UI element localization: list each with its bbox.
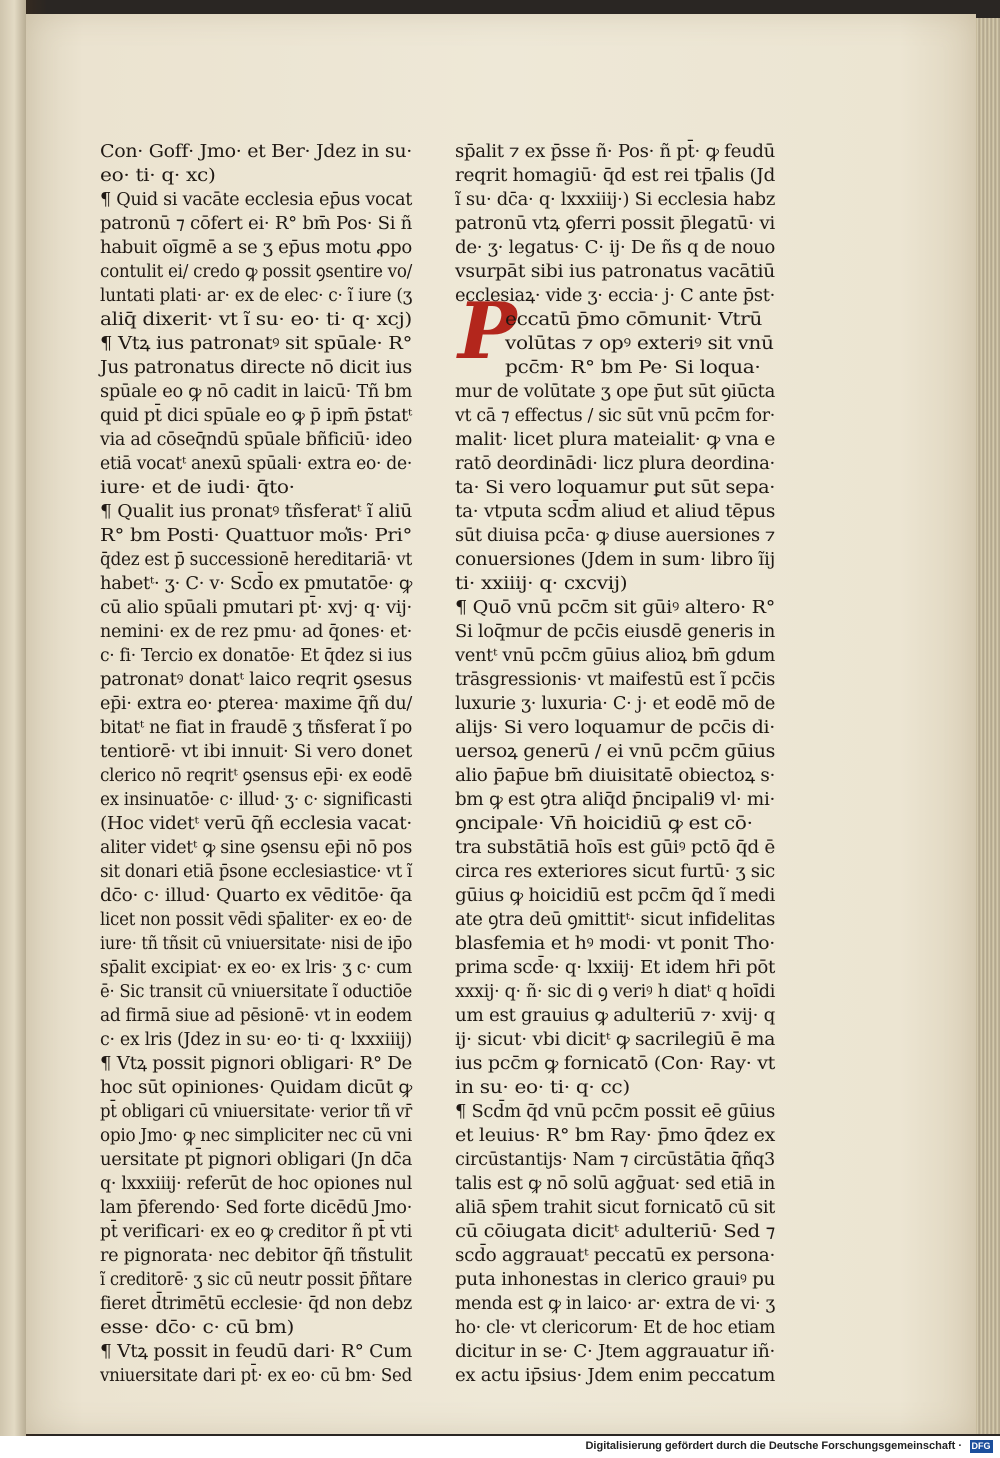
line-text: de· ʒ· legatus· C· ij· De ñs q de nouo bbox=[455, 238, 775, 258]
text-line bbox=[100, 740, 412, 764]
line-text: talis est ꝙ nō solū agḡuat· sed etiā in bbox=[455, 1174, 775, 1194]
text-line bbox=[100, 1172, 412, 1196]
text-line bbox=[455, 284, 775, 308]
text-line bbox=[100, 644, 412, 668]
text-line bbox=[455, 1148, 775, 1172]
text-line bbox=[455, 764, 775, 788]
text-line bbox=[100, 548, 412, 572]
line-text: ē· Sic transit cū vniuersitate ĩ oductiōe bbox=[100, 982, 412, 1002]
text-line bbox=[455, 812, 775, 836]
line-text: ti· xxiiij· q· cxcvij) bbox=[455, 574, 628, 594]
line-text: lam p̄ferendo· Sed forte dicēdū Jmo· bbox=[100, 1198, 412, 1218]
line-text: vniuersitate dari pt̄· ex eo· cū bm· Sed bbox=[100, 1366, 412, 1386]
line-text: gūius ꝙ hoicidiū est pcc̄m q̄d ĩ medi bbox=[455, 886, 775, 906]
line-text: fieret d̄trimētū ecclesie· q̄d non debz bbox=[100, 1294, 412, 1314]
text-line bbox=[100, 1076, 412, 1100]
line-text: c· ex lris (Jdez in su· eo· ti· q· lxxxiiij) bbox=[100, 1030, 412, 1050]
text-line bbox=[455, 1100, 775, 1124]
line-text: patronū ⁊ cōfert ei· R° bm̄ Pos· Si ñ bbox=[100, 214, 412, 234]
line-text: dicitur in se· C· Jtem aggrauatur iñ· bbox=[455, 1342, 775, 1362]
line-text: eccatū p̄mo cōmunit· Vtrū bbox=[505, 310, 763, 330]
text-line bbox=[455, 1172, 775, 1196]
text-line bbox=[100, 572, 412, 596]
line-text: et leuius· R° bm Ray· p̄mo q̄dez ex bbox=[455, 1126, 775, 1146]
line-text: conuersiones (Jdem in sum· libro ĩij bbox=[455, 550, 775, 570]
line-text: ep̄i· extra eo· ꝑterea· maxime q̄ñ du/ bbox=[100, 694, 412, 714]
text-line bbox=[455, 332, 775, 356]
text-line bbox=[455, 140, 775, 164]
line-text: ¶ Scd̄m q̄d vnū pcc̄m possit eē gūius bbox=[455, 1102, 775, 1122]
line-text: tentiorē· vt ibi innuit· Si vero donet bbox=[100, 742, 412, 762]
text-line bbox=[100, 620, 412, 644]
text-line bbox=[455, 836, 775, 860]
text-line bbox=[455, 500, 775, 524]
text-line bbox=[100, 716, 412, 740]
text-line bbox=[455, 1316, 775, 1340]
text-line bbox=[100, 452, 412, 476]
text-line bbox=[100, 1196, 412, 1220]
line-text: licet non possit vēdi sp̄aliter· ex eo· de bbox=[100, 910, 412, 930]
text-line bbox=[455, 1052, 775, 1076]
text-line bbox=[100, 1364, 412, 1388]
rubricated-initial: P bbox=[458, 286, 517, 377]
line-text: mur de volūtate ʒ ope p̄ut sūt ꝯiūcta bbox=[455, 382, 775, 402]
text-line bbox=[455, 692, 775, 716]
line-text: scd̄o aggrauatᵗ peccatū ex persona· bbox=[455, 1246, 775, 1266]
line-text: etiā vocatᵗ anexū spūali· extra eo· de· bbox=[100, 454, 412, 474]
line-text: vt cā ⁊ effectus / sic sūt vnū pcc̄m for· bbox=[455, 406, 775, 426]
text-line bbox=[455, 788, 775, 812]
text-line bbox=[100, 1244, 412, 1268]
line-text: nemini· ex de rez pmu· ad q̄ones· et· bbox=[100, 622, 413, 642]
text-line bbox=[100, 764, 412, 788]
text-line bbox=[455, 1364, 775, 1388]
line-text: ate ꝯtra deū ꝯmittitᵗ· sicut infidelitas bbox=[455, 910, 775, 930]
line-text: cū cōiugata dicitᵗ adulteriū· Sed ⁊ bbox=[455, 1222, 775, 1242]
text-line bbox=[455, 380, 775, 404]
text-line bbox=[100, 836, 412, 860]
text-line bbox=[100, 1100, 412, 1124]
line-text: xxxij· q· ñ· sic di ꝯ veriꝰ h diatᵗ q hoīdi bbox=[455, 982, 775, 1002]
line-text: sp̄alit excipiat· ex eo· ex lris· ʒ c· cum bbox=[100, 958, 412, 978]
line-text: ꝯncipale· Vn̄ hoicidiū ꝙ est cō· bbox=[455, 814, 753, 834]
text-line bbox=[100, 932, 412, 956]
line-text: ho· cle· vt clericorum· Et de hoc etiam bbox=[455, 1318, 775, 1338]
line-text: uersoꝝ generū / ei vnū pcc̄m gūius bbox=[455, 742, 775, 762]
text-line bbox=[100, 524, 412, 548]
text-line bbox=[455, 188, 775, 212]
line-text: luxurie ʒ· luxuria· C· j· et eodē mō de bbox=[455, 694, 775, 714]
dfg-logo-text: DFG bbox=[971, 1440, 991, 1451]
line-text: Con· Goff· Jmo· et Ber· Jdez in su· bbox=[100, 142, 412, 162]
text-line bbox=[100, 860, 412, 884]
text-line bbox=[100, 908, 412, 932]
line-text: iure· et de iudi· q̄to· bbox=[100, 478, 295, 498]
line-text: circūstantijs· Nam ⁊ circūstātia q̄ñq3 bbox=[455, 1150, 775, 1170]
text-line bbox=[100, 236, 412, 260]
text-line bbox=[455, 1196, 775, 1220]
line-text: vsurpāt sibi ius patronatus vacātiū bbox=[455, 262, 775, 282]
line-text: cū alio spūali pmutari pt̄· xvj· q· vij· bbox=[100, 598, 412, 618]
line-text: sp̄alit ⁊ ex p̄sse ñ· Pos· ñ pt̄· ꝙ feudū bbox=[455, 142, 775, 162]
line-text: iure· tñ tñsit cū vniuersitate· nisi de ip̄o bbox=[100, 934, 412, 954]
text-line bbox=[455, 716, 775, 740]
line-text: ĩ creditorē· ʒ sic cū neutr possit p̄ñtare bbox=[100, 1270, 412, 1290]
line-text: circa res exteriores sicut furtū· ʒ sic bbox=[455, 862, 775, 882]
text-line bbox=[455, 1028, 775, 1052]
text-line bbox=[455, 1244, 775, 1268]
text-line bbox=[455, 524, 775, 548]
text-line bbox=[455, 260, 775, 284]
text-line bbox=[455, 956, 775, 980]
line-text: quid pt̄ dici spūale eo ꝙ p̄ ipm̄ p̄statᵗ bbox=[100, 406, 412, 426]
text-line bbox=[100, 884, 412, 908]
text-line bbox=[100, 788, 412, 812]
text-line bbox=[100, 212, 412, 236]
text-line bbox=[455, 668, 775, 692]
text-line bbox=[100, 428, 412, 452]
text-line bbox=[455, 644, 775, 668]
text-line bbox=[455, 620, 775, 644]
line-text: sūt diuisa pcc̄a· ꝙ diuse auersiones ⁊ bbox=[455, 526, 775, 546]
text-line bbox=[100, 692, 412, 716]
line-text: q· lxxxiiij· referūt de hoc opiones nul bbox=[100, 1174, 412, 1194]
text-line bbox=[455, 212, 775, 236]
text-line bbox=[100, 1148, 412, 1172]
line-text: ¶ Vtꝝ possit pignori obligari· R° De bbox=[100, 1054, 412, 1074]
line-text: bitatᵗ ne fiat in fraudē ʒ tñsferat ĩ po bbox=[100, 718, 412, 738]
line-text: ¶ Quō vnū pcc̄m sit gūiꝰ altero· R° bbox=[455, 598, 775, 618]
line-text: malit· licet plura mateialit· ꝙ vna e bbox=[455, 430, 775, 450]
line-text: c· fi· Tercio ex donatōe· Et q̄dez si ius bbox=[100, 646, 412, 666]
digitization-credit: Digitalisierung gefördert durch die Deutsche Forschungsgemeinschaft · bbox=[585, 1440, 962, 1452]
line-text: alio p̄ap̄ue bm̄ diuisitatē obiectoꝝ s· bbox=[455, 766, 775, 786]
line-text: q̄dez est p̄ successionē hereditariā· vt bbox=[100, 550, 412, 570]
line-text: volūtas ⁊ opꝰ exteriꝰ sit vnū bbox=[505, 334, 774, 354]
line-text: blasfemia et hꝰ modi· vt ponit Tho· bbox=[455, 934, 775, 954]
text-line bbox=[100, 380, 412, 404]
text-line bbox=[455, 476, 775, 500]
line-text: pt̄ verificari· ex eo ꝙ creditor ñ pt̄ vti bbox=[100, 1222, 412, 1242]
line-text: patronatꝰ donatᵗ laico reqrit ꝯsesus bbox=[100, 670, 412, 690]
text-line bbox=[455, 860, 775, 884]
text-line bbox=[100, 164, 412, 188]
line-text: sit donari etiā p̄sone ecclesiastice· vt ĩ bbox=[100, 862, 412, 882]
line-text: ta· vtputa scd̄m aliud et aliud tēpus bbox=[455, 502, 775, 522]
text-line bbox=[100, 284, 412, 308]
text-line bbox=[100, 1340, 412, 1364]
line-text: clerico nō reqritᵗ ꝯsensus ep̄i· ex eodē bbox=[100, 766, 412, 786]
line-text: luntati plati· ar· ex de elec· c· ĩ iure (ʒ bbox=[100, 286, 412, 306]
line-text: ecclesiaꝝ· vide ʒ· eccia· j· C ante p̄st· bbox=[455, 286, 775, 306]
line-text: Si loq̄mur de pcc̄is eiusdē generis in bbox=[455, 622, 775, 642]
line-text: habuit oīgmē a se ʒ ep̄us motu ꝓpo bbox=[100, 238, 412, 258]
line-text: pt̄ obligari cū vniuersitate· verior tñ vr̄ bbox=[100, 1102, 412, 1122]
text-line bbox=[455, 164, 775, 188]
text-line bbox=[100, 812, 412, 836]
text-line bbox=[455, 356, 775, 380]
line-text: (Hoc videtᵗ verū q̄ñ ecclesia vacat· bbox=[100, 814, 413, 834]
text-line bbox=[455, 1292, 775, 1316]
line-text: ventᵗ vnū pcc̄m gūius alioꝝ bm̄ gdum bbox=[455, 646, 775, 666]
text-line bbox=[455, 884, 775, 908]
text-line bbox=[100, 668, 412, 692]
line-text: ex actu ip̄sius· Jdem enim peccatum bbox=[455, 1366, 775, 1386]
line-text: esse· dc̄o· c· cū bm) bbox=[100, 1318, 294, 1338]
line-text: hoc sūt opiniones· Quidam dicūt ꝙ bbox=[100, 1078, 412, 1098]
text-line bbox=[455, 548, 775, 572]
text-line bbox=[455, 1004, 775, 1028]
text-line bbox=[455, 1268, 775, 1292]
line-text: pcc̄m· R° bm Pe· Si loqua· bbox=[505, 358, 761, 378]
line-text: trāsgressionis· vt maifestū est ĩ pcc̄is bbox=[455, 670, 775, 690]
line-text: habetᵗ· ʒ· C· v· Scd̄o ex pmutatōe· ꝙ bbox=[100, 574, 412, 594]
text-line bbox=[100, 476, 412, 500]
text-column-left bbox=[100, 140, 412, 1388]
line-text: R° bm Posti· Quattuor mo͛is· Pri° bbox=[100, 526, 412, 546]
line-text: um est grauius ꝙ adulteriū ⁊· xvij· q bbox=[455, 1006, 775, 1026]
line-text: ¶ Vtꝝ ius patronatꝰ sit spūale· R° bbox=[100, 334, 412, 354]
line-text: ¶ Vtꝝ possit in feudū dari· R° Cum bbox=[100, 1342, 412, 1362]
line-text: uersitate pt̄ pignori obligari (Jn dc̄a bbox=[100, 1150, 412, 1170]
line-text: tra substātiā hoīs est gūiꝰ pctō q̄d ē bbox=[455, 838, 775, 858]
text-line bbox=[455, 428, 775, 452]
dfg-logo bbox=[968, 1439, 994, 1453]
text-column-right bbox=[455, 140, 775, 1388]
line-text: ij· sicut· vbi dicitᵗ ꝙ sacrilegiū ē ma bbox=[455, 1030, 775, 1050]
text-line bbox=[100, 140, 412, 164]
line-text: puta inhonestas in clerico grauiꝰ pu bbox=[455, 1270, 775, 1290]
text-line bbox=[455, 1124, 775, 1148]
text-line bbox=[100, 1268, 412, 1292]
text-line bbox=[100, 308, 412, 332]
line-text: re pignorata· nec debitor q̄ñ tñstulit bbox=[100, 1246, 412, 1266]
line-text: ius pcc̄m ꝙ fornicatō (Con· Ray· vt bbox=[455, 1054, 775, 1074]
text-line bbox=[100, 356, 412, 380]
line-text: Jus patronatus directe nō dicit ius bbox=[100, 358, 412, 378]
text-line bbox=[455, 236, 775, 260]
line-text: bm ꝙ est ꝯtra aliq̄d p̄ncipali9 vl· mi· bbox=[455, 790, 775, 810]
text-line bbox=[455, 908, 775, 932]
line-text: reqrit homagiū· q̄d est rei tp̄alis (Jd bbox=[455, 166, 775, 186]
line-text: in su· eo· ti· q· cc) bbox=[455, 1078, 630, 1098]
text-line bbox=[100, 980, 412, 1004]
text-line bbox=[455, 932, 775, 956]
text-line bbox=[455, 596, 775, 620]
text-line bbox=[455, 308, 775, 332]
text-line bbox=[100, 1292, 412, 1316]
text-line bbox=[455, 572, 775, 596]
line-text: aliter videtᵗ ꝙ sine ꝯsensu ep̄i nō pos bbox=[100, 838, 412, 858]
line-text: ta· Si vero loquamur ꝑut sūt sepa· bbox=[455, 478, 775, 498]
text-line bbox=[455, 1076, 775, 1100]
page-block-edges bbox=[976, 18, 1000, 1434]
text-line bbox=[100, 1316, 412, 1340]
line-text: via ad cōseq̄ndū spūale bñficiū· ideo bbox=[100, 430, 412, 450]
line-text: aliq̄ dixerit· vt ĩ su· eo· ti· q· xcj) bbox=[100, 310, 412, 330]
line-text: patronū vtꝝ ꝯferri possit p̄legatū· vi bbox=[455, 214, 775, 234]
text-line bbox=[455, 452, 775, 476]
line-text: spūale eo ꝙ nō cadit in laicū· Tñ bm bbox=[100, 382, 412, 402]
facing-page-edge bbox=[0, 0, 26, 1440]
line-text: alijs· Si vero loquamur de pcc̄is di· bbox=[455, 718, 775, 738]
text-line bbox=[100, 1220, 412, 1244]
text-line bbox=[100, 260, 412, 284]
line-text: ¶ Qualit ius pronatꝰ tñsferatᵗ ĩ aliū bbox=[100, 502, 412, 522]
line-text: contulit ei/ credo ꝙ possit ꝯsentire vo/ bbox=[100, 262, 412, 282]
text-line bbox=[455, 1220, 775, 1244]
line-text: opio Jmo· ꝙ nec simpliciter nec cū vni bbox=[100, 1126, 412, 1146]
text-line bbox=[100, 1004, 412, 1028]
text-line bbox=[100, 596, 412, 620]
text-line bbox=[100, 188, 412, 212]
line-text: ĩ su· dc̄a· q· lxxxiiij·) Si ecclesia habz bbox=[455, 190, 775, 210]
text-line bbox=[455, 404, 775, 428]
text-line bbox=[100, 1052, 412, 1076]
text-line bbox=[100, 1124, 412, 1148]
line-text: aliā sp̄em trahit sicut fornicatō cū sit bbox=[455, 1198, 775, 1218]
line-text: eo· ti· q· xc) bbox=[100, 166, 216, 186]
text-line bbox=[100, 500, 412, 524]
text-line bbox=[100, 332, 412, 356]
text-line bbox=[455, 1340, 775, 1364]
line-text: ad firmā siue ad pēsionē· vt in eodem bbox=[100, 1006, 412, 1026]
line-text: ¶ Quid si vacāte ecclesia ep̄us vocat bbox=[100, 190, 412, 210]
line-text: dc̄o· c· illud· Quarto ex vēditōe· q̄a bbox=[100, 886, 412, 906]
line-text: ex insinuatōe· c· illud· ʒ· c· significasti bbox=[100, 790, 412, 810]
text-line bbox=[100, 1028, 412, 1052]
line-text: ratō deordinādi· licz plura deordina· bbox=[455, 454, 775, 474]
text-line bbox=[455, 740, 775, 764]
text-line bbox=[100, 956, 412, 980]
line-text: prima scd̄e· q· lxxiij· Et idem hr̄i pōt bbox=[455, 958, 775, 978]
text-line bbox=[455, 980, 775, 1004]
line-text: menda est ꝙ in laico· ar· extra de vi· ʒ bbox=[455, 1294, 775, 1314]
text-line bbox=[100, 404, 412, 428]
